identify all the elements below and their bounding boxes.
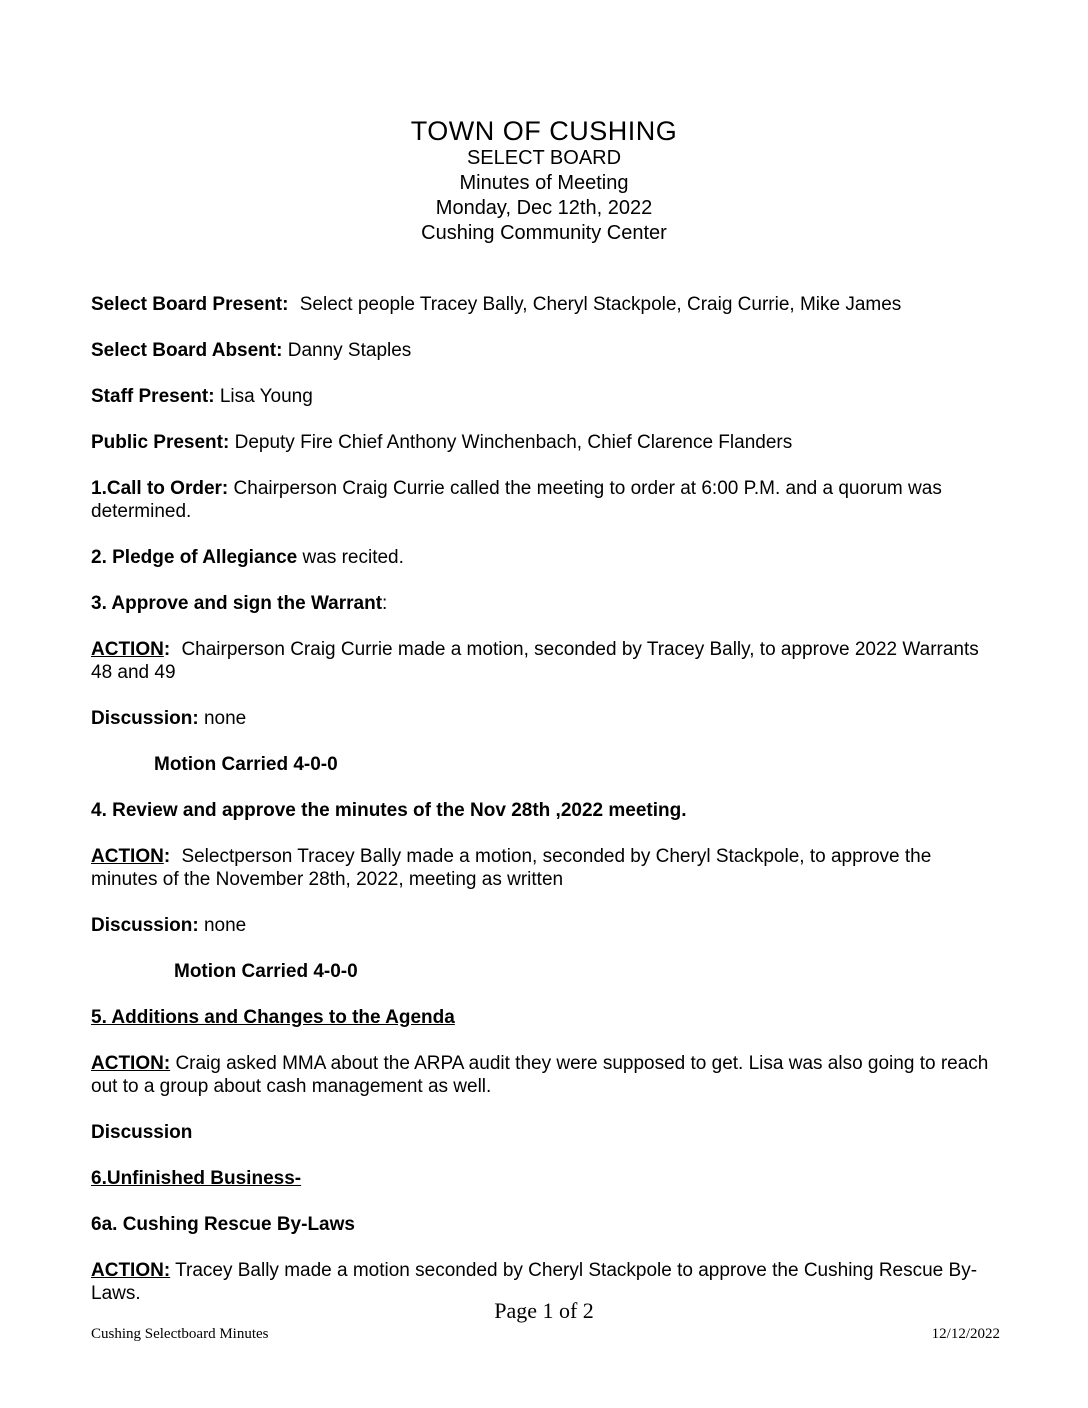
document-title: TOWN OF CUSHING — [410, 116, 678, 146]
item-call-to-order-text: Chairperson Craig Currie called the meeting to order at 6:00 P.M. and a quorum was determined. — [91, 478, 942, 522]
footer-document-name: Cushing Selectboard Minutes — [91, 1326, 269, 1342]
attendance-public-value: Deputy Fire Chief Anthony Winchenbach, Chief Clarence Flanders — [234, 432, 793, 453]
page-footer — [91, 1326, 1000, 1343]
attendance-staff-value: Lisa Young — [219, 386, 313, 407]
attendance-public — [91, 431, 997, 454]
item-pledge-text: was recited. — [302, 547, 404, 568]
item-unfinished-business-label: 6.Unfinished Business- — [91, 1168, 302, 1189]
agenda-action-text: Craig asked MMA about the ARPA audit they were supposed to get. Lisa was also going to reach out to a group about cash management as well. — [91, 1053, 989, 1097]
item-rescue-bylaws-heading: 6a. Cushing Rescue By-Laws — [91, 1214, 355, 1235]
footer-date: 12/12/2022 — [931, 1326, 1000, 1342]
warrant-action-label: ACTION — [91, 639, 164, 660]
attendance-public-label: Public Present: — [91, 432, 230, 453]
warrant-motion-carried: Motion Carried 4-0-0 — [154, 754, 338, 775]
attendance-staff-label: Staff Present: — [91, 386, 215, 407]
item-unfinished-business-heading — [91, 1167, 997, 1190]
attendance-present-value: Select people Tracey Bally, Cheryl Stackpole, Craig Currie, Mike James — [299, 294, 902, 315]
item-minutes-review-heading: 4. Review and approve the minutes of the Nov 28th ,2022 meeting. — [91, 800, 687, 821]
attendance-absent-label: Select Board Absent: — [91, 340, 283, 361]
warrant-action — [91, 638, 997, 684]
document-subtitle-date: Monday, Dec 12th, 2022 — [435, 197, 653, 219]
attendance-present-label: Select Board Present: — [91, 294, 289, 315]
warrant-action-colon: : — [163, 639, 171, 660]
minutes-body — [91, 293, 997, 1305]
document-subtitle-location: Cushing Community Center — [421, 222, 667, 244]
item-agenda-changes-heading — [91, 1006, 997, 1029]
document-header — [91, 116, 997, 246]
minutes-discussion — [91, 914, 997, 937]
minutes-action — [91, 845, 997, 891]
minutes-action-colon: : — [163, 846, 171, 867]
page-number: Page 1 of 2 — [494, 1298, 594, 1323]
warrant-discussion-label: Discussion: — [91, 708, 199, 729]
item-call-to-order-label: 1.Call to Order: — [91, 478, 229, 499]
minutes-action-text: Selectperson Tracey Bally made a motion, seconded by Cheryl Stackpole, to approve the minutes of the November 28th, 2022, meeting as written — [91, 846, 932, 890]
rescue-action-text: Tracey Bally made a motion seconded by Cheryl Stackpole to approve the Cushing Rescue By-Laws. — [91, 1260, 978, 1304]
warrant-action-text: Chairperson Craig Currie made a motion, seconded by Tracey Bally, to approve 2022 Warrants 48 and 49 — [91, 639, 979, 683]
item-call-to-order — [91, 477, 997, 523]
attendance-staff — [91, 385, 997, 408]
minutes-discussion-label: Discussion: — [91, 915, 199, 936]
minutes-motion-carried: Motion Carried 4-0-0 — [174, 961, 358, 982]
attendance-absent — [91, 339, 997, 362]
agenda-discussion: Discussion — [91, 1122, 193, 1143]
item-pledge — [91, 546, 997, 569]
item-agenda-changes-label: 5. Additions and Changes to the Agenda — [91, 1007, 455, 1028]
agenda-action — [91, 1052, 997, 1098]
attendance-present — [91, 293, 997, 316]
item-warrant-label: 3. Approve and sign the Warrant — [91, 593, 383, 614]
item-warrant-heading — [91, 592, 997, 615]
rescue-action-label: ACTION: — [91, 1260, 171, 1281]
document-subtitle-board: SELECT BOARD — [466, 147, 622, 169]
attendance-absent-value: Danny Staples — [287, 340, 412, 361]
minutes-action-label: ACTION — [91, 846, 164, 867]
item-warrant-colon: : — [382, 593, 388, 614]
warrant-discussion-text: none — [203, 708, 247, 729]
item-pledge-label: 2. Pledge of Allegiance — [91, 547, 298, 568]
warrant-discussion — [91, 707, 997, 730]
agenda-action-label: ACTION: — [91, 1053, 171, 1074]
document-subtitle-type: Minutes of Meeting — [459, 172, 629, 194]
minutes-discussion-text: none — [203, 915, 247, 936]
